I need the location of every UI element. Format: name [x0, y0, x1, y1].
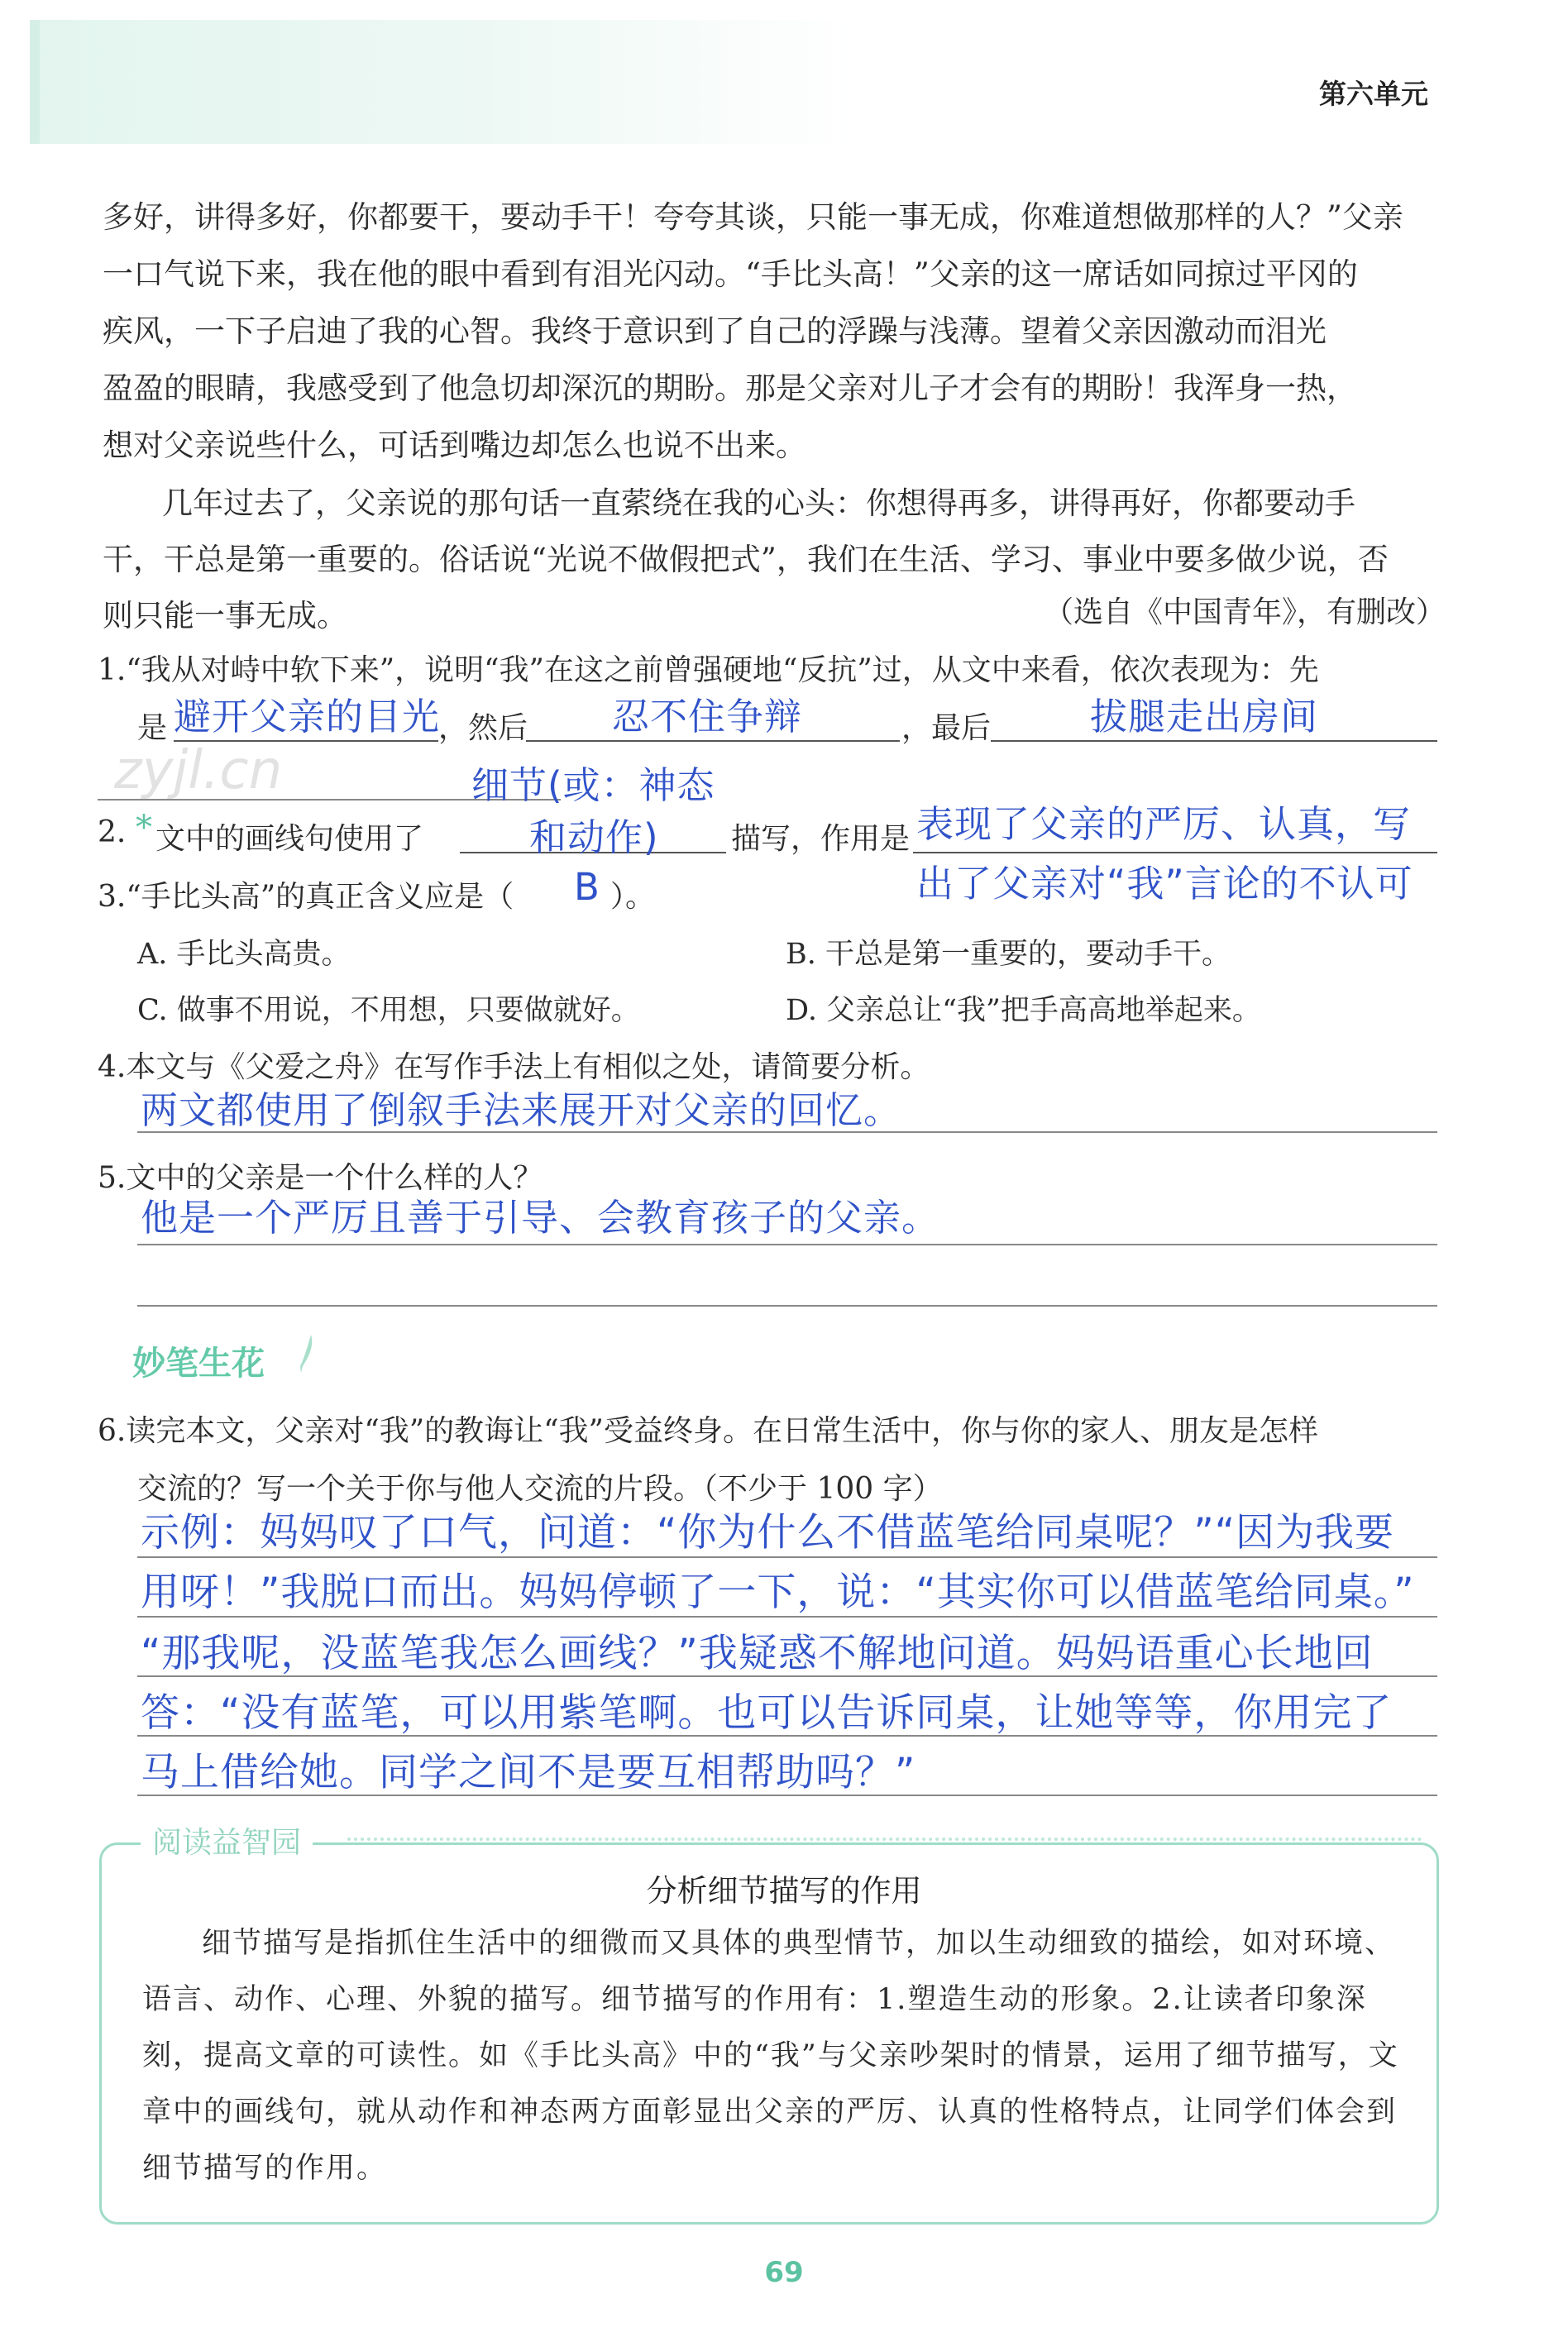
tipbox-label: 阅读益智园 — [141, 1819, 313, 1861]
passage-line: 盈盈的眼睛，我感受到了他急切却深沉的期盼。那是父亲对儿子才会有的期盼！我浑身一热， — [103, 370, 1357, 406]
question-6-answer-line[interactable]: 示例：妈妈叹了口气，问道：“你为什么不借蓝笔给同桌呢？”“因为我要 — [141, 1510, 1395, 1556]
question-5-text: 5.文中的父亲是一个什么样的人？ — [98, 1161, 543, 1195]
star-icon: * — [136, 809, 152, 847]
question-1-answer-1[interactable]: 避开父亲的目光 — [174, 695, 441, 738]
header-band — [30, 20, 857, 144]
question-1-pre: 是 — [137, 711, 168, 745]
question-3-answer[interactable]: B — [574, 865, 600, 909]
question-2-text-1: 文中的画线句使用了 — [155, 822, 424, 856]
answer-line — [137, 1675, 1437, 1677]
section-title: 妙笔生花 — [132, 1345, 265, 1383]
question-3-text: 3.“手比头高”的真正含义应是（ — [98, 880, 514, 914]
question-2-answer-effect-2[interactable]: 出了父亲对“我”言论的不认可 — [916, 862, 1413, 906]
answer-line — [137, 1735, 1437, 1737]
question-2-answer-effect-1[interactable]: 表现了父亲的严厉、认真，写 — [916, 802, 1412, 846]
option-d: D. 父亲总让“我”把手高高地举起来。 — [786, 994, 1261, 1027]
answer-blank-line — [991, 740, 1437, 742]
option-c: C. 做事不用说，不用想，只要做就好。 — [137, 994, 640, 1027]
question-2-text-2: 描写，作用是 — [731, 822, 911, 856]
question-1-mid1: ，然后 — [438, 711, 528, 745]
question-1-answer-3[interactable]: 拔腿走出房间 — [1090, 695, 1319, 738]
question-1-text: 1.“我从对峙中软下来”，说明“我”在这之前曾强硬地“反抗”过，从文中来看，依次表现为：先 — [98, 653, 1319, 687]
passage-line: 则只能一事无成。 — [103, 598, 347, 633]
page-number: 69 — [764, 2256, 804, 2289]
header-band-edge — [30, 20, 40, 144]
answer-line — [137, 1244, 1437, 1245]
passage-source: （选自《中国青年》，有删改） — [1044, 595, 1446, 629]
answer-line — [137, 1305, 1437, 1307]
tipbox-dotted-rule — [347, 1838, 1422, 1841]
question-2-answer-blank[interactable]: 和动作) — [529, 815, 659, 859]
tipbox-body: 细节描写是指抓住生活中的细微而又具体的典型情节，加以生动细致的描绘，如对环境、语言、动作、心理、外貌的描写。细节描写的作用有：1.塑造生动的形象。2.让读者印象深刻，提高文章的可读性。如《手比头高》中的“我”与父亲吵架时的情景，运用了细节描写，文章中的画线句，就从动作和神态两方面彰显出父亲的严厉、认真的性格特点，让同学们体会到细节描写的作用。 — [142, 1927, 1399, 2185]
question-2-prefix: 2. — [98, 815, 127, 849]
question-6-line-2: 交流的？写一个关于你与他人交流的片段。（不少于 100 字） — [137, 1472, 943, 1506]
question-3-close: ）。 — [610, 880, 656, 914]
passage-line: 疾风，一下子启迪了我的心智。我终于意识到了自己的浮躁与浅薄。望着父亲因激动而泪光 — [103, 313, 1327, 349]
question-1-mid2: ，最后 — [901, 711, 992, 745]
question-6-answer-line[interactable]: 答：“没有蓝笔，可以用紫笔啊。也可以告诉同桌，让她等等，你用完了 — [141, 1690, 1393, 1736]
passage-line: 一口气说下来，我在他的眼中看到有泪光闪动。“手比头高！”父亲的这一席话如同掠过平冈的 — [103, 256, 1358, 292]
answer-line — [137, 1131, 1437, 1133]
tipbox-heading: 分析细节描写的作用 — [646, 1873, 922, 1909]
passage-line: 多好，讲得多好，你都要干，要动手干！夸夸其谈，只能一事无成，你难道想做那样的人？”父亲 — [103, 199, 1403, 235]
passage-line: 几年过去了，父亲说的那句话一直萦绕在我的心头：你想得再多，讲得再好，你都要动手 — [162, 485, 1355, 521]
question-4-answer[interactable]: 两文都使用了倒叙手法来展开对父亲的回忆。 — [141, 1088, 902, 1132]
question-6-answer-line[interactable]: 用呀！”我脱口而出。妈妈停顿了一下，说：“其实你可以借蓝笔给同桌。” — [141, 1570, 1415, 1615]
option-a: A. 手比头高贵。 — [137, 938, 351, 971]
quill-icon — [298, 1333, 316, 1374]
question-2-answer-top[interactable]: 细节(或：神态 — [471, 763, 715, 807]
answer-line — [137, 1795, 1437, 1796]
watermark: zyjl.cn — [114, 740, 283, 801]
passage-line: 想对父亲说些什么，可话到嘴边却怎么也说不出来。 — [103, 428, 806, 463]
question-6-line-1: 6.读完本文，父亲对“我”的教诲让“我”受益终身。在日常生活中，你与你的家人、朋友是怎样 — [98, 1414, 1318, 1448]
answer-line — [137, 1556, 1437, 1558]
question-6-answer-line[interactable]: 马上借给她。同学之间不是要互相帮助吗？” — [141, 1750, 916, 1795]
unit-title: 第六单元 — [1319, 78, 1428, 110]
question-5-answer[interactable]: 他是一个严厉且善于引导、会教育孩子的父亲。 — [141, 1196, 940, 1240]
answer-blank-line — [526, 740, 900, 742]
answer-line — [137, 1616, 1437, 1618]
question-1-answer-2[interactable]: 忍不住争辩 — [612, 695, 803, 738]
passage-line: 干，干总是第一重要的。俗话说“光说不做假把式”，我们在生活、学习、事业中要多做少说，否 — [103, 542, 1389, 577]
question-4-text: 4.本文与《父爱之舟》在写作手法上有相似之处，请简要分析。 — [98, 1050, 930, 1084]
option-b: B. 干总是第一重要的，要动手干。 — [786, 938, 1231, 971]
question-6-answer-line[interactable]: “那我呢，没蓝笔我怎么画线？”我疑惑不解地问道。妈妈语重心长地回 — [141, 1631, 1374, 1676]
